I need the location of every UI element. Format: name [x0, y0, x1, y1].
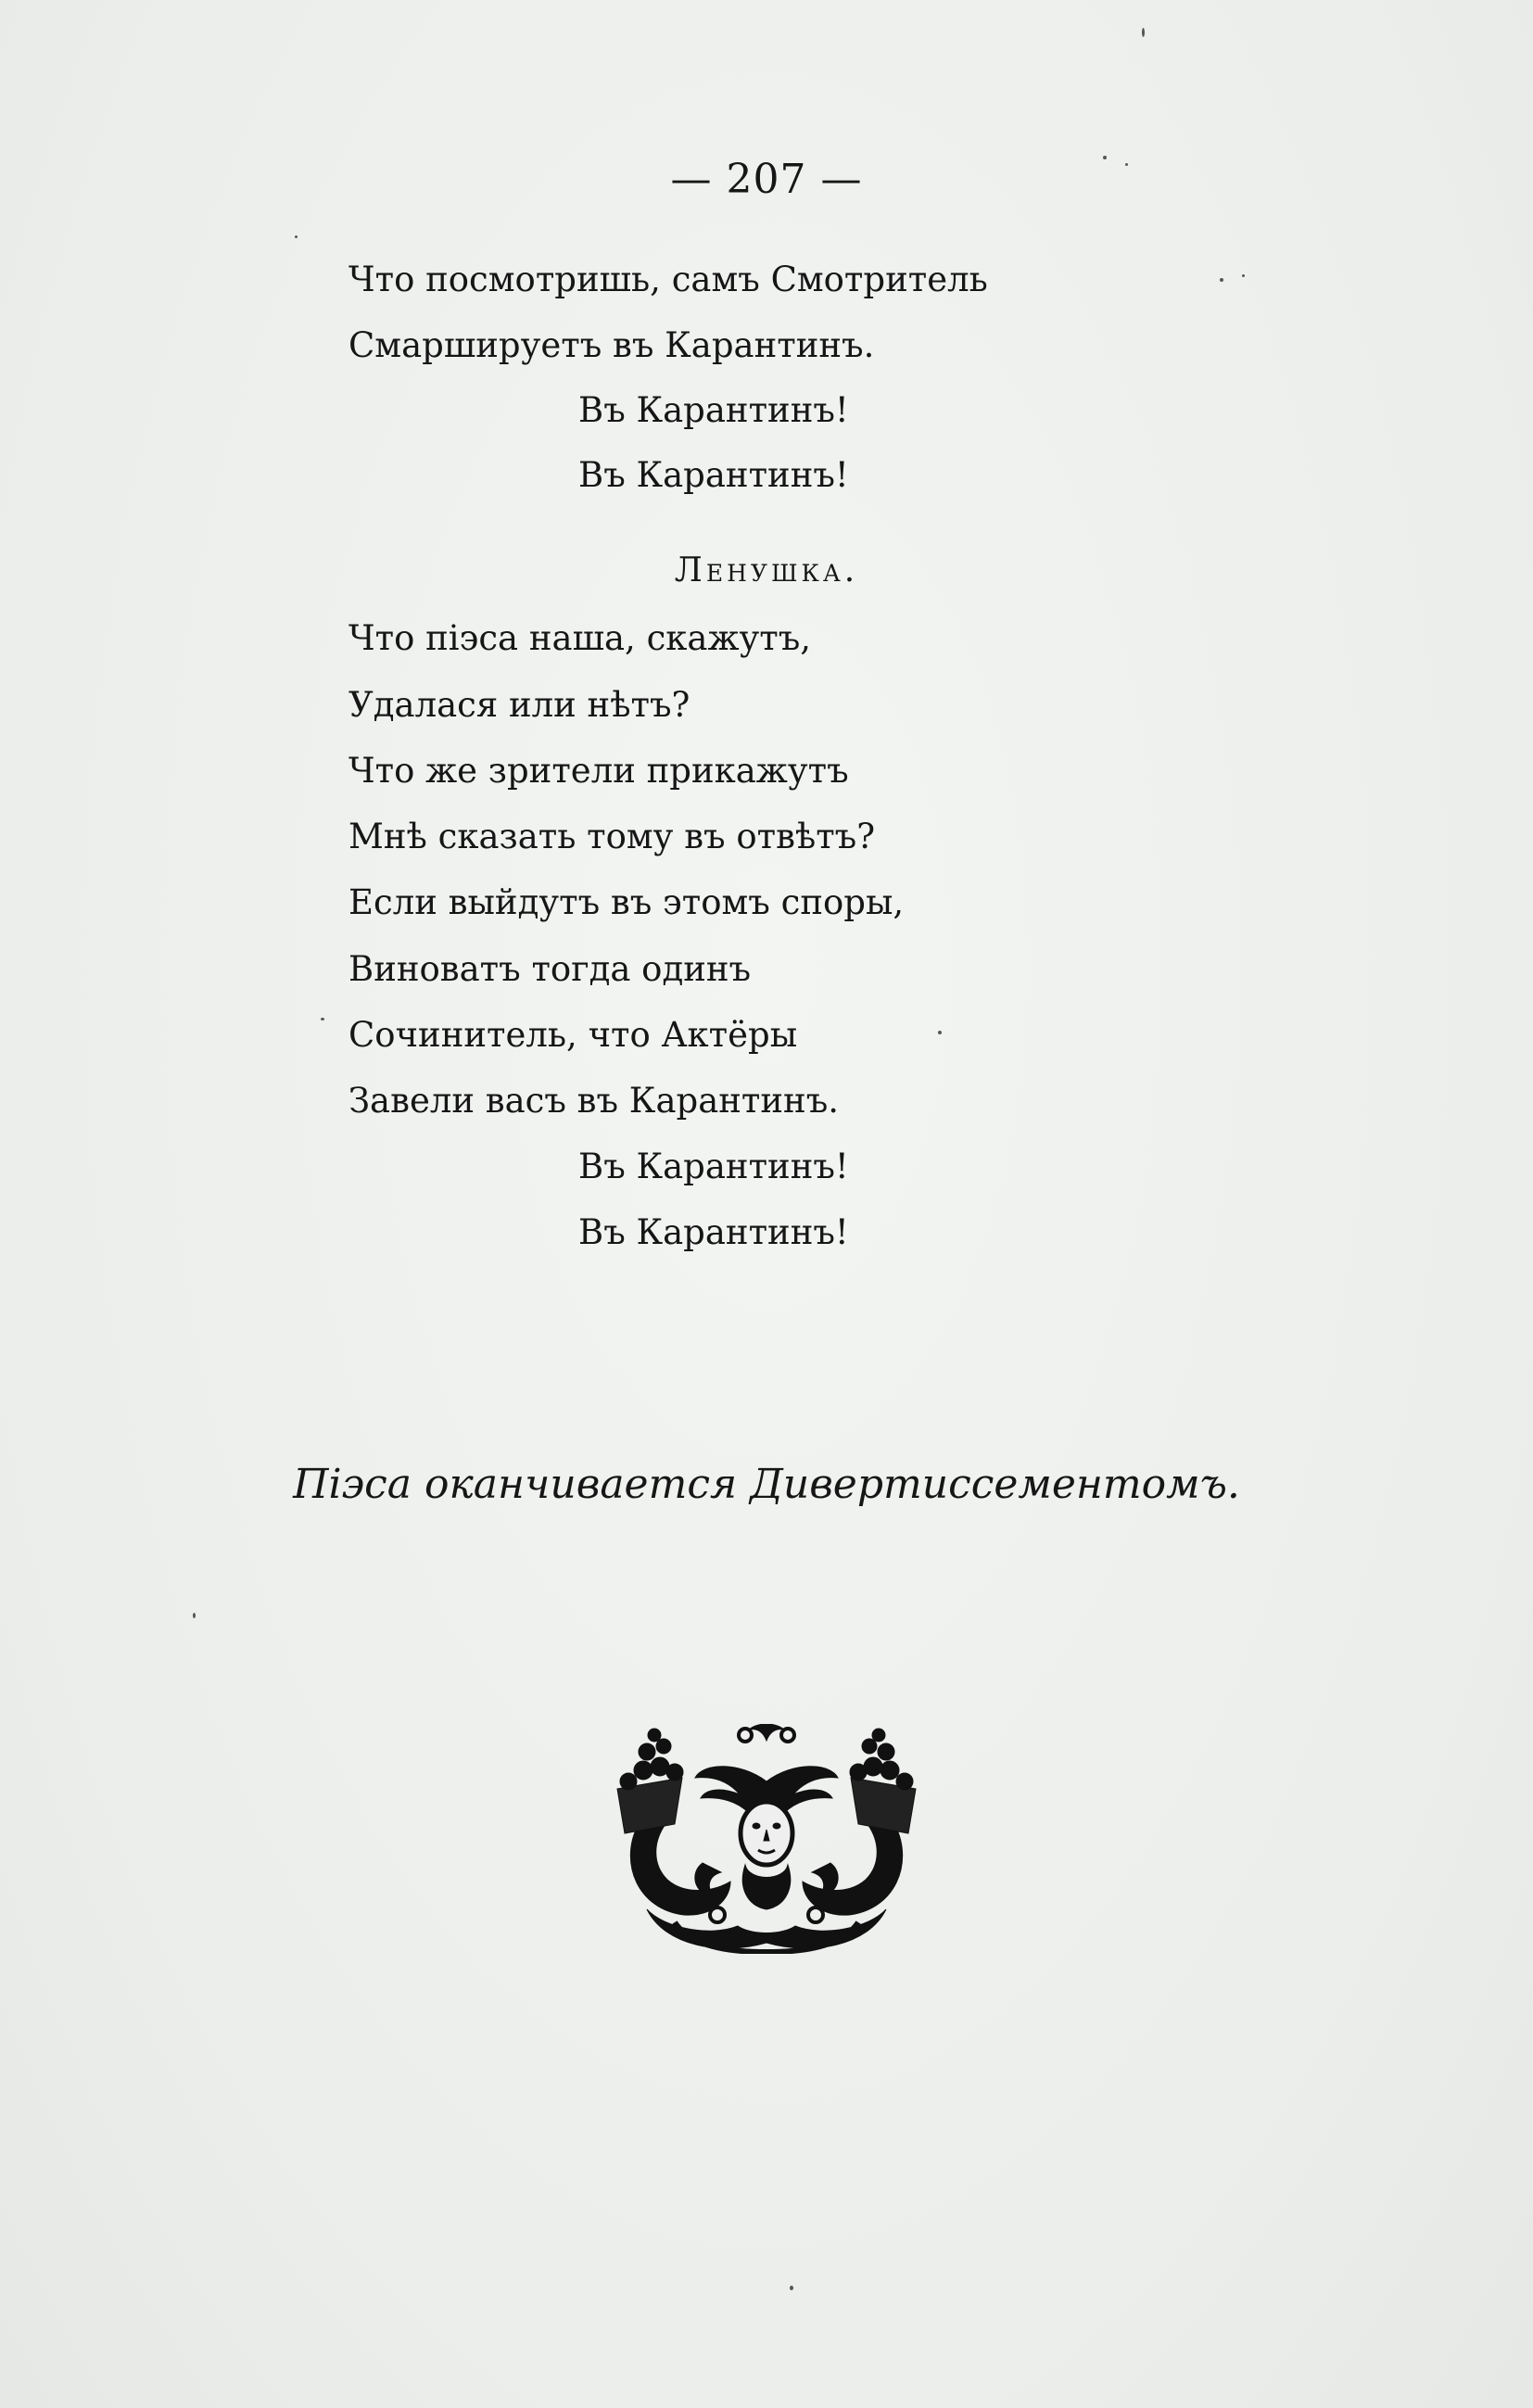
paper-speck	[321, 1018, 324, 1020]
verse-refrain: Въ Карантинъ!	[578, 390, 849, 430]
paper-speck	[295, 235, 298, 238]
page-number: — 207 —	[670, 156, 863, 203]
verse-line: Удалася или нѣтъ?	[348, 685, 690, 725]
verse-refrain: Въ Карантинъ!	[578, 455, 849, 495]
paper-speck	[938, 1031, 942, 1034]
verse-line: Сочинитель, что Актёры	[348, 1015, 798, 1055]
verse-line: Виноватъ тогда одинъ	[348, 949, 752, 989]
paper-speck	[1103, 156, 1107, 159]
winged-head-ornament-icon	[610, 1724, 923, 1954]
paper-speck	[193, 1613, 196, 1618]
verse-refrain: Въ Карантинъ!	[578, 1212, 849, 1252]
verse-line: Что же зрители прикажутъ	[348, 751, 849, 791]
verse-line: Что піэса наша, скажутъ,	[348, 618, 812, 658]
paper-speck	[1142, 28, 1145, 37]
verse-line: Если выйдутъ въ этомъ споры,	[348, 882, 905, 922]
verse-line: Мнѣ сказать тому въ отвѣтъ?	[348, 817, 876, 856]
paper-speck	[1242, 274, 1245, 277]
verse-line: Смаршируетъ въ Карантинъ.	[348, 325, 875, 365]
paper-speck	[1125, 163, 1128, 166]
paper-speck	[1220, 278, 1223, 282]
verse-refrain: Въ Карантинъ!	[578, 1147, 849, 1186]
verse-line: Завели васъ въ Карантинъ.	[348, 1081, 840, 1121]
closing-stage-direction: Піэса оканчивается Дивертиссементомъ.	[293, 1461, 1240, 1508]
verse-line: Что посмотришь, самъ Смотритель	[348, 260, 988, 299]
paper-speck	[790, 2286, 793, 2290]
speaker-name: Ленушка.	[674, 551, 859, 589]
